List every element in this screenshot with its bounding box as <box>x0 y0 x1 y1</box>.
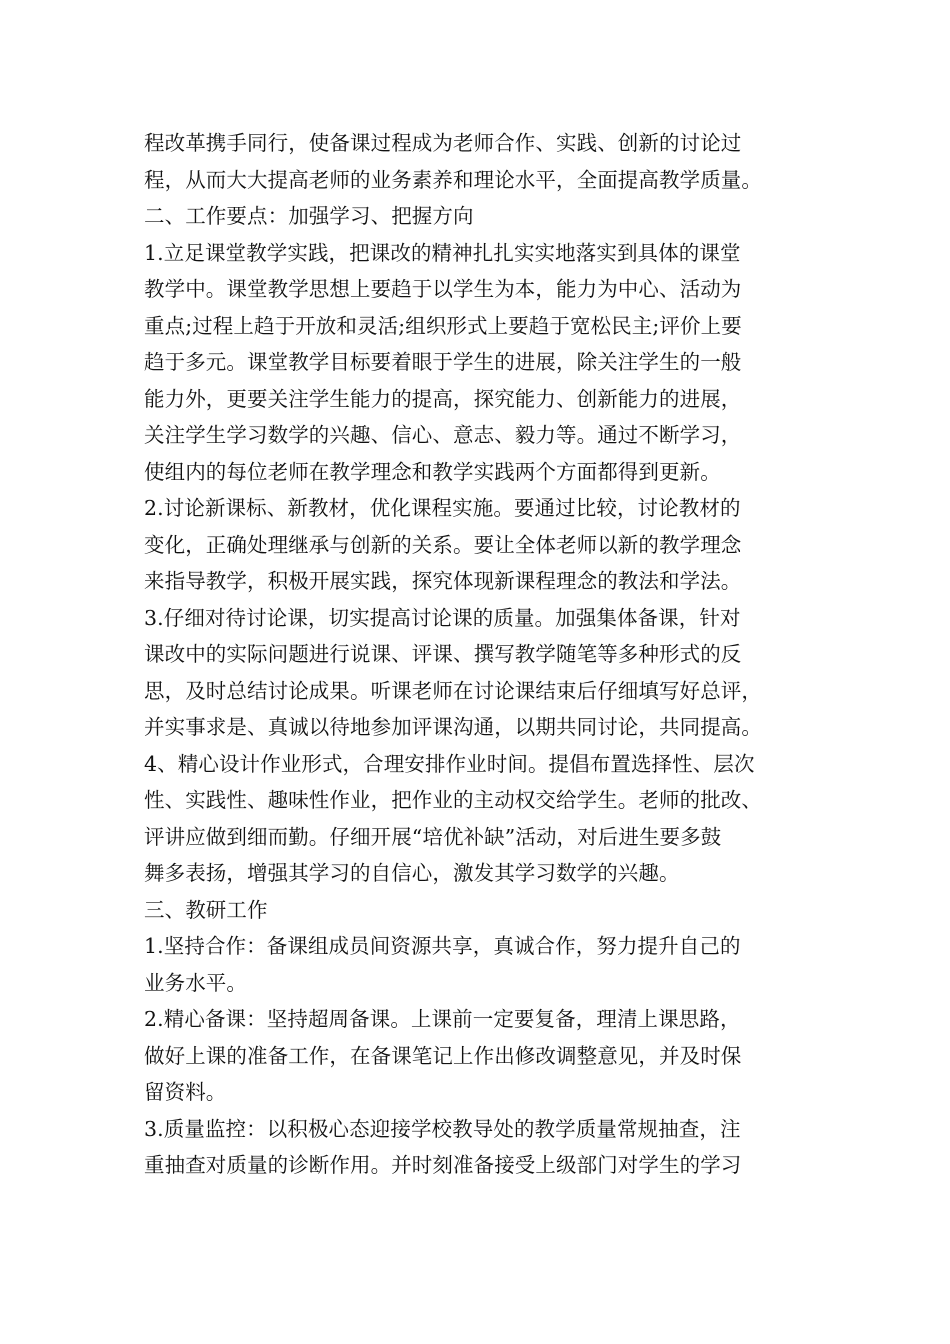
text-line: 来指导教学，积极开展实践，探究体现新课程理念的教法和学法。 <box>144 569 742 593</box>
text-line: 留资料。 <box>144 1080 227 1104</box>
text-line: 趋于多元。课堂教学目标要着眼于学生的进展，除关注学生的一般 <box>144 350 742 374</box>
text-line: 并实事求是、真诚以待地参加评课沟通，以期共同讨论，共同提高。 <box>144 715 762 739</box>
text-line: 程，从而大大提高老师的业务素养和理论水平，全面提高教学质量。 <box>144 167 762 192</box>
text-line: 关注学生学习数学的兴趣、信心、意志、毅力等。通过不断学习， <box>144 423 742 447</box>
text-line: 性、实践性、趣味性作业，把作业的主动权交给学生。老师的批改、 <box>144 788 762 812</box>
text-line: 使组内的每位老师在教学理念和教学实践两个方面都得到更新。 <box>144 459 721 484</box>
text-line: 重抽查对质量的诊断作用。并时刻准备接受上级部门对学生的学习 <box>144 1153 742 1177</box>
text-line: 程改革携手同行，使备课过程成为老师合作、实践、创新的讨论过 <box>144 131 742 155</box>
text-line: 思，及时总结讨论成果。听课老师在讨论课结束后仔细填写好总评， <box>144 678 762 703</box>
section-heading: 三、教研工作 <box>144 897 268 922</box>
text-line: 能力外，更要关注学生能力的提高，探究能力、创新能力的进展， <box>144 386 742 411</box>
document-body <box>144 125 809 1184</box>
text-line: 重点;过程上趋于开放和灵活;组织形式上要趋于宽松民主;评价上要 <box>144 313 742 338</box>
text-line: 课改中的实际问题进行说课、评课、撰写教学随笔等多种形式的反 <box>144 642 742 666</box>
text-line: 3.仔细对待讨论课，切实提高讨论课的质量。加强集体备课，针对 <box>144 605 741 630</box>
text-line: 做好上课的准备工作，在备课笔记上作出修改调整意见，并及时保 <box>144 1043 742 1068</box>
text-line: 2.精心备课：坚持超周备课。上课前一定要复备，理清上课思路， <box>144 1007 741 1031</box>
section-heading: 二、工作要点：加强学习、把握方向 <box>144 204 474 228</box>
text-line: 2.讨论新课标、新教材，优化课程实施。要通过比较，讨论教材的 <box>144 496 741 520</box>
text-line: 评讲应做到细而勤。仔细开展“培优补缺”活动，对后进生要多鼓 <box>144 824 722 849</box>
text-line: 变化，正确处理继承与创新的关系。要让全体老师以新的教学理念 <box>144 532 742 557</box>
text-line: 1.坚持合作：备课组成员间资源共享，真诚合作，努力提升自己的 <box>144 934 741 958</box>
text-line: 舞多表扬，增强其学习的自信心，激发其学习数学的兴趣。 <box>144 861 680 885</box>
text-line: 3.质量监控：以积极心态迎接学校教导处的教学质量常规抽查，注 <box>144 1116 741 1141</box>
text-line: 1.立足课堂教学实践，把课改的精神扎扎实实地落实到具体的课堂 <box>144 240 741 265</box>
text-line: 业务水平。 <box>144 970 247 995</box>
text-line: 教学中。课堂教学思想上要趋于以学生为本，能力为中心、活动为 <box>144 277 742 301</box>
text-line: 4、精心设计作业形式，合理安排作业时间。提倡布置选择性、层次 <box>144 751 755 776</box>
